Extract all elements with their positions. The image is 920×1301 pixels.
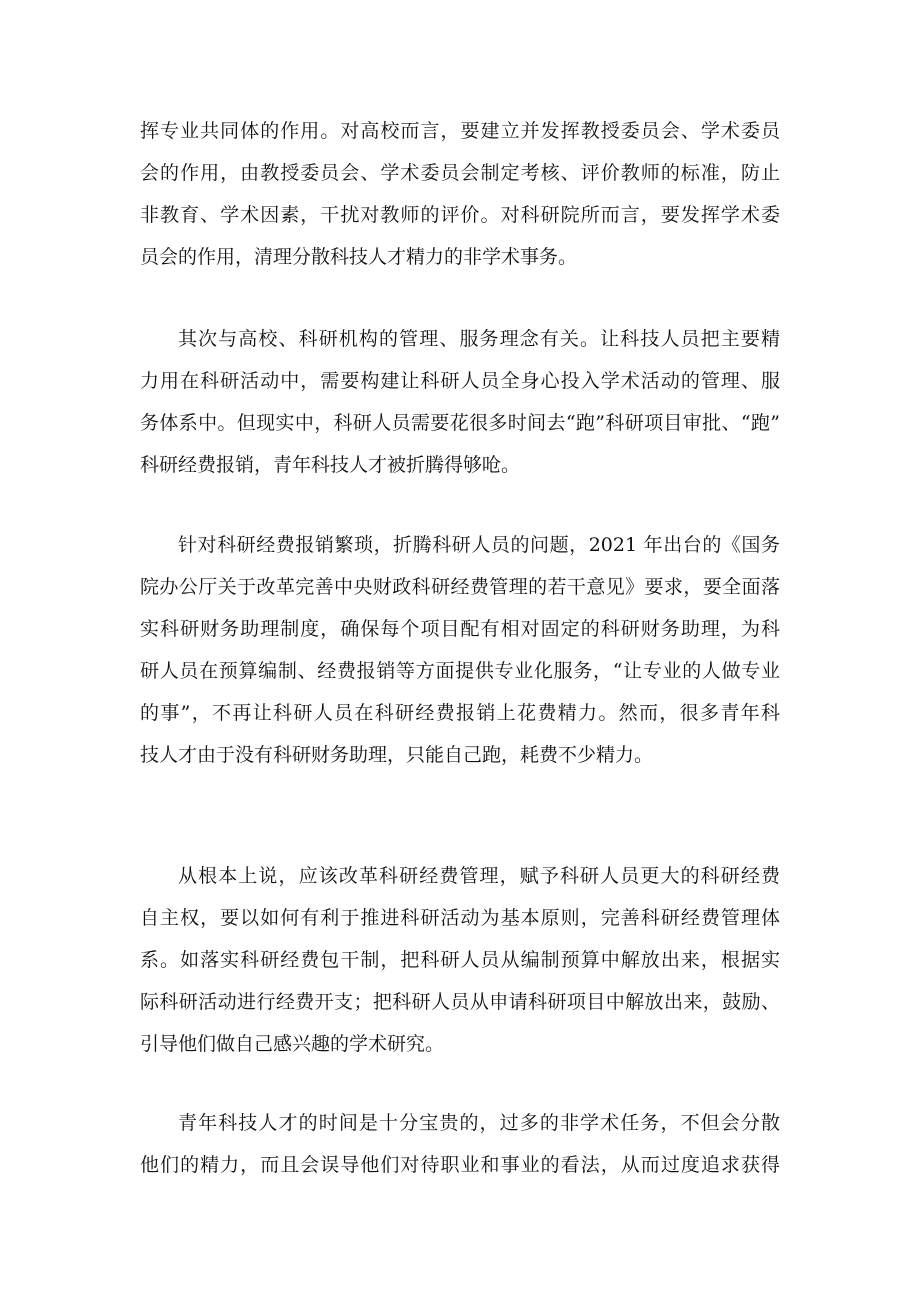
paragraph-3 — [140, 524, 780, 776]
text-line: 实科研财务助理制度，确保每个项目配有相对固定的科研财务助理，为科 — [140, 618, 780, 640]
text-line: 针对科研经费报销繁琐，折腾科研人员的问题，2021 年出台的《国务 — [178, 534, 780, 556]
text-line: 他们的精力，而且会误导他们对待职业和事业的看法，从而过度追求获得 — [140, 1154, 780, 1176]
text-line: 的事”，不再让科研人员在科研经费报销上花费精力。然而，很多青年科 — [140, 702, 780, 724]
text-line: 会的作用，由教授委员会、学术委员会制定考核、评价教师的标准，防止 — [140, 162, 780, 184]
text-line: 际科研活动进行经费开支；把科研人员从申请科研项目中解放出来，鼓励、 — [140, 991, 780, 1013]
text-line: 非教育、学术因素，干扰对教师的评价。对科研院所而言，要发挥学术委 — [140, 204, 780, 226]
text-line: 研人员在预算编制、经费报销等方面提供专业化服务，“让专业的人做专业 — [140, 660, 780, 682]
text-line: 务体系中。但现实中，科研人员需要花很多时间去“跑”科研项目审批、“跑” — [140, 412, 780, 434]
text-line: 系。如落实科研经费包干制，把科研人员从编制预算中解放出来，根据实 — [140, 949, 780, 971]
text-line: 从根本上说，应该改革科研经费管理，赋予科研人员更大的科研经费 — [178, 865, 780, 887]
text-line: 其次与高校、科研机构的管理、服务理念有关。让科技人员把主要精 — [178, 328, 780, 350]
paragraph-2 — [140, 318, 780, 486]
paragraph-5 — [140, 1102, 780, 1186]
text-line: 青年科技人才的时间是十分宝贵的，过多的非学术任务，不但会分散 — [178, 1112, 780, 1134]
paragraph-4 — [140, 855, 780, 1065]
text-line: 技人才由于没有科研财务助理，只能自己跑，耗费不少精力。 — [140, 744, 654, 766]
text-line: 自主权，要以如何有利于推进科研活动为基本原则，完善科研经费管理体 — [140, 907, 780, 929]
text-line: 院办公厅关于改革完善中央财政科研经费管理的若干意见》要求，要全面落 — [140, 576, 780, 598]
paragraph-1 — [140, 110, 780, 278]
text-line: 科研经费报销，青年科技人才被折腾得够呛。 — [140, 454, 521, 476]
text-line: 引导他们做自己感兴趣的学术研究。 — [140, 1033, 445, 1055]
text-line: 员会的作用，清理分散科技人才精力的非学术事务。 — [140, 246, 578, 268]
text-line: 挥专业共同体的作用。对高校而言，要建立并发挥教授委员会、学术委员 — [140, 120, 780, 142]
text-line: 力用在科研活动中，需要构建让科研人员全身心投入学术活动的管理、服 — [140, 370, 780, 392]
